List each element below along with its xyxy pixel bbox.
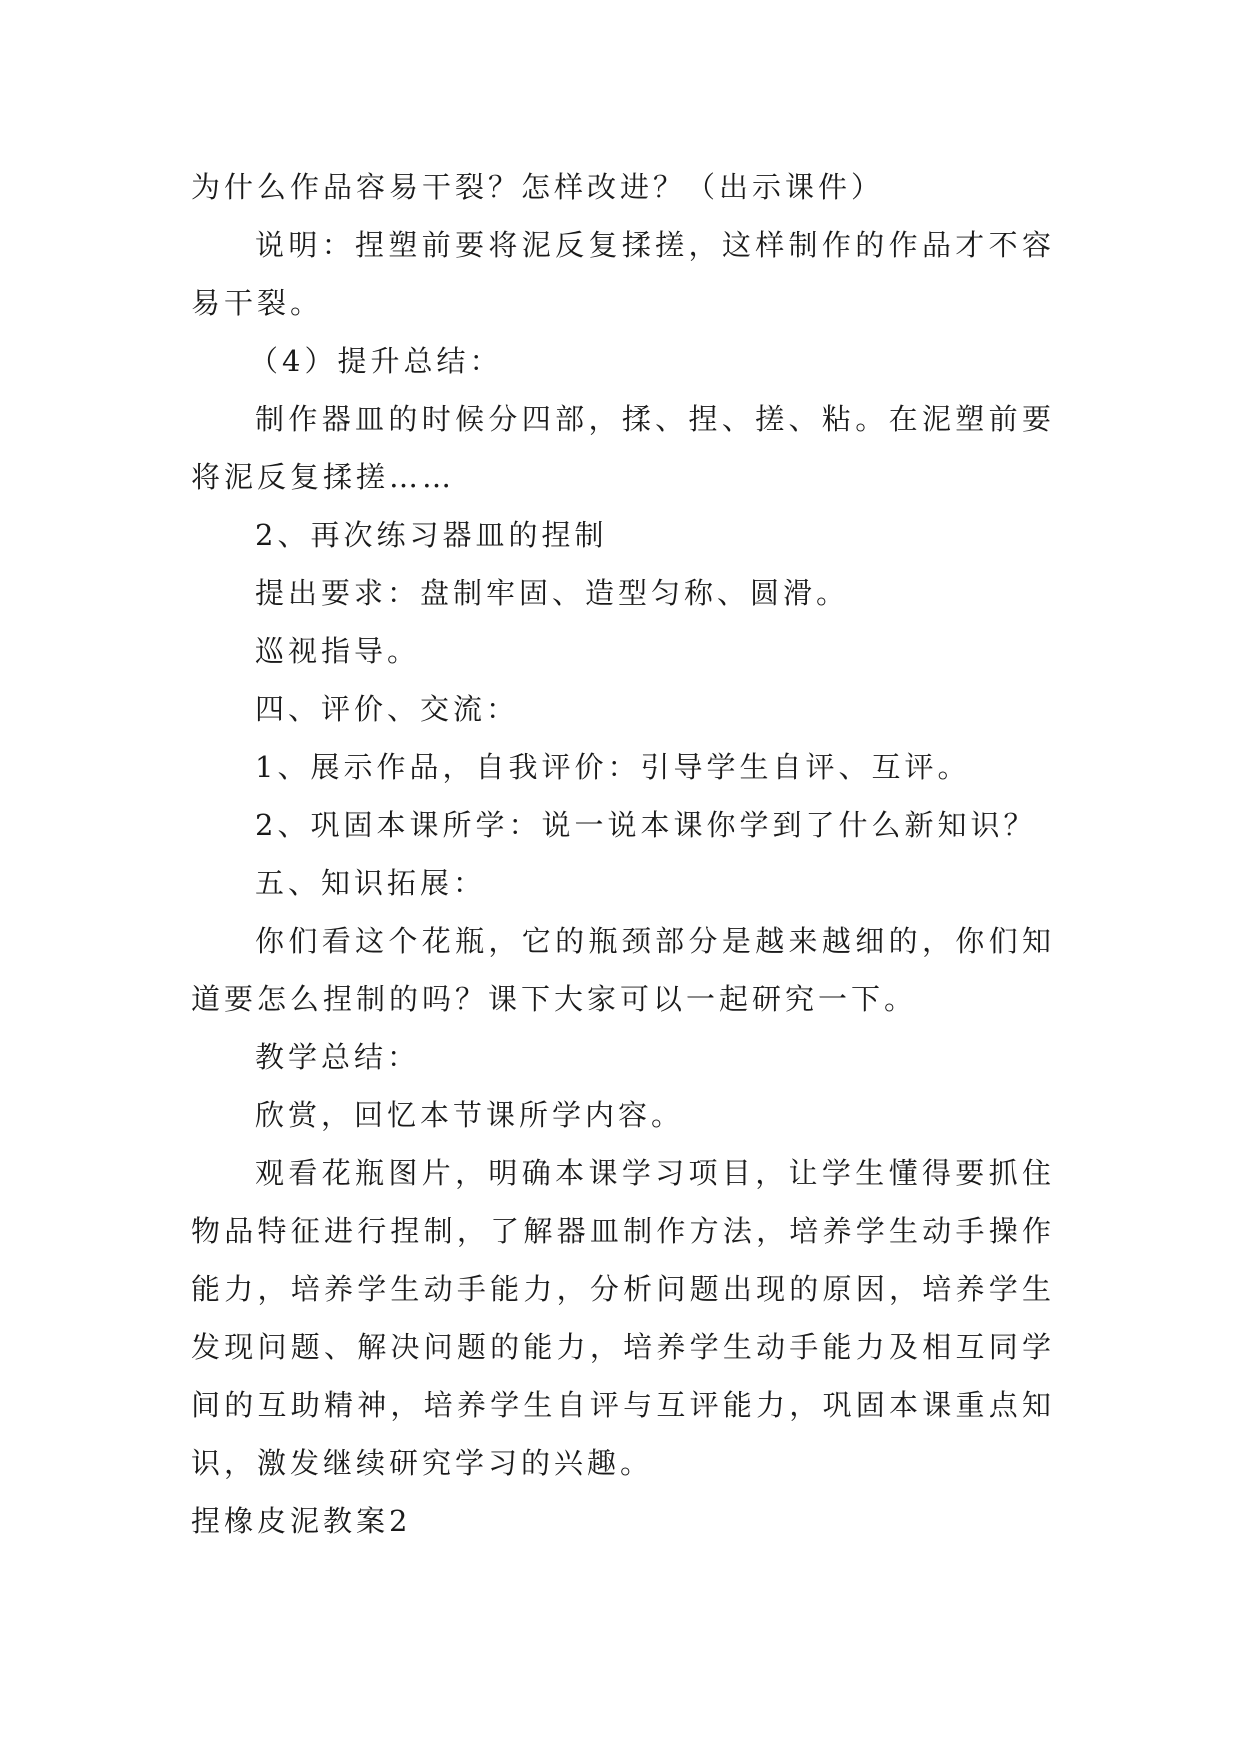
paragraph-11: 五、知识拓展： xyxy=(255,866,487,900)
paragraph-4: 制作器皿的时候分四部，揉、捏、搓、粘。在泥塑前要将泥反复揉搓…… xyxy=(191,402,1055,494)
paragraph-1: 为什么作品容易干裂？怎样改进？（出示课件） xyxy=(191,170,885,204)
paragraph-3: （4）提升总结： xyxy=(249,344,503,378)
paragraph-6: 提出要求：盘制牢固、造型匀称、圆滑。 xyxy=(255,576,850,610)
paragraph-13: 教学总结： xyxy=(255,1040,421,1074)
document-body xyxy=(191,158,1055,1550)
paragraph-15: 观看花瓶图片，明确本课学习项目，让学生懂得要抓住物品特征进行捏制，了解器皿制作方法，培养学生动手操作能力，培养学生动手能力，分析问题出现的原因，培养学生发现问题、解决问题的能力，培养学生动手能力及相互同学间的互助精神，培养学生自评与互评能力，巩固本课重点知识，激发继续研究学习的兴趣。 xyxy=(191,1156,1055,1480)
paragraph-12: 你们看这个花瓶，它的瓶颈部分是越来越细的，你们知道要怎么捏制的吗？课下大家可以一起研究一下。 xyxy=(191,924,1055,1016)
paragraph-2: 说明：捏塑前要将泥反复揉搓，这样制作的作品才不容易干裂。 xyxy=(191,228,1055,320)
paragraph-14: 欣赏，回忆本节课所学内容。 xyxy=(255,1098,685,1132)
paragraph-10: 2、巩固本课所学：说一说本课你学到了什么新知识？ xyxy=(255,808,1037,842)
paragraph-8: 四、评价、交流： xyxy=(255,692,520,726)
paragraph-9: 1、展示作品，自我评价：引导学生自评、互评。 xyxy=(255,750,971,784)
paragraph-5: 2、再次练习器皿的捏制 xyxy=(255,518,608,552)
paragraph-7: 巡视指导。 xyxy=(255,634,421,668)
section-heading: 捏橡皮泥教案2 xyxy=(191,1504,412,1538)
